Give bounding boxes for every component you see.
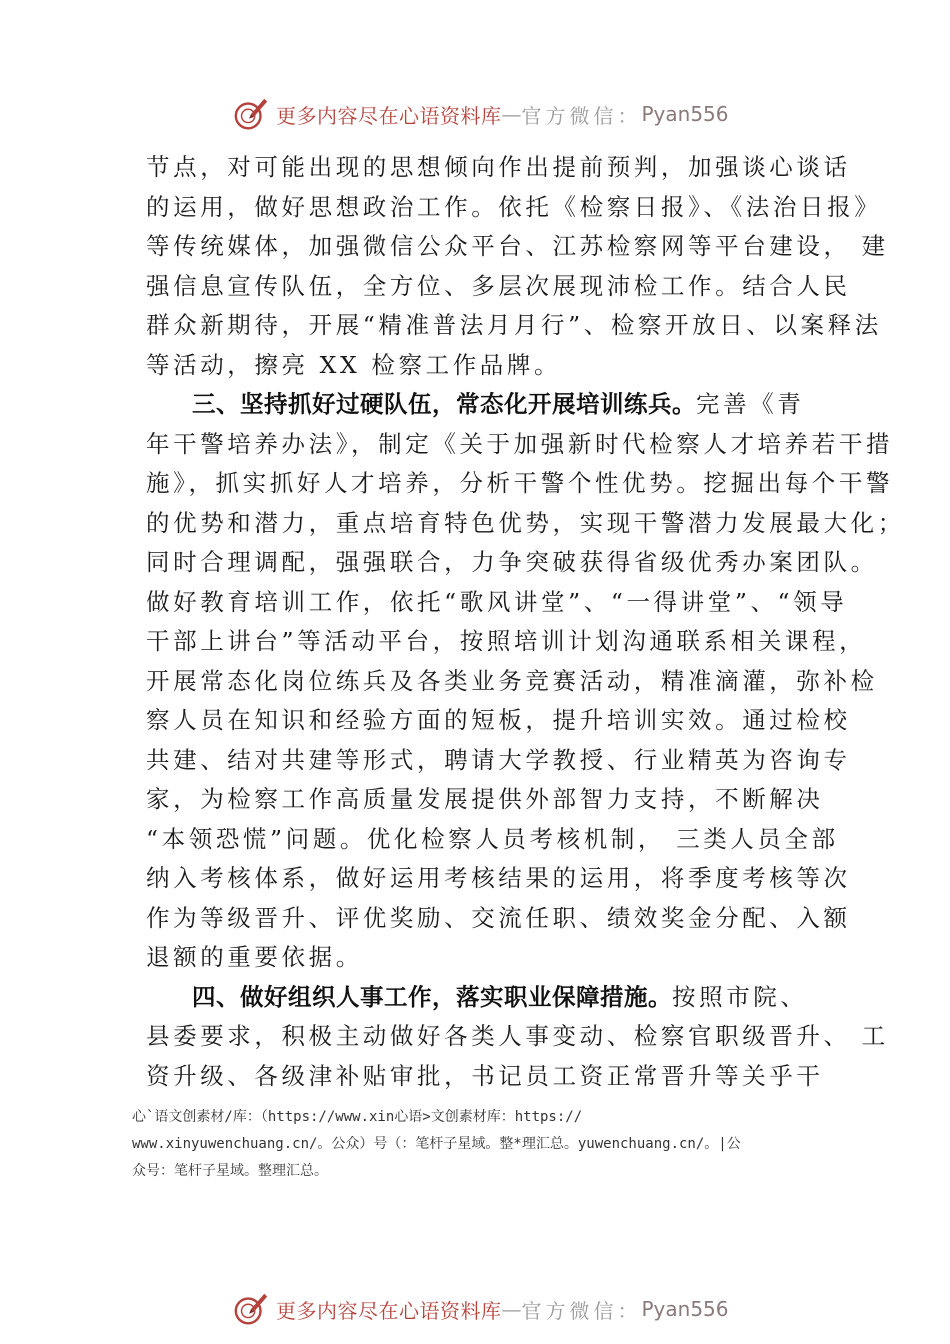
source-note-line: 心`语文创素材/库：（https://www.xin心语>文创素材库：https:// [132,1109,583,1125]
text-line: 共建、结对共建等形式，聘请大学教授、行业精英为咨询专 [146,745,851,774]
banner-main-text: 更多内容尽在心语资料库 [276,103,502,128]
banner-wechat-id: Pyan556 [641,102,729,126]
footer-banner [232,1289,729,1329]
source-note-line: www.xinyuwenchuang.cn/。公众）号（：笔杆子星域。整*理汇总。yuwenchuang.cn/。|公 [132,1136,741,1152]
text-line: 群众新期待，开展“精准普法月月行”、检察开放日、以案释法 [146,311,882,339]
banner-official-label: 官方微信： [521,103,642,128]
text-line: 年干警培养办法》，制定《关于加强新时代检察人才培养若干措 [146,429,894,458]
banner-wechat-id: Pyan556 [641,1297,729,1321]
text-line: 的运用，做好思想政治工作。依托《检察日报》、《法治日报》 [146,192,882,221]
text-line: 干部上讲台”等活动平台，按照培训计划沟通联系相关课程， [146,627,867,655]
section-3-first-tail: 完善《青 [696,390,805,418]
text-line: 县委要求，积极主动做好各类人事变动、检察官职级晋升、 工 [146,1022,889,1050]
source-note-line: 众号：笔杆子星域。整理汇总。 [132,1163,328,1179]
banner-dash: — [501,1297,522,1321]
text-line: 施》，抓实抓好人才培养，分析干警个性优势。挖掘出每个干警 [146,469,894,497]
text-line: 等活动，擦亮 XX 检察工作品牌。 [146,350,562,379]
text-line: 开展常态化岗位练兵及各类业务竞赛活动，精准滴灌，弥补检 [146,666,878,695]
banner-dash: — [501,102,522,126]
text-line: 等传统媒体，加强微信公众平台、江苏检察网等平台建设， 建 [146,232,889,260]
section-4-first-line [146,978,826,1018]
header-banner [232,94,729,134]
pen-logo-icon [232,1290,270,1328]
text-line: “本领恐慌”问题。优化检察人员考核机制， 三类人员全部 [146,824,839,853]
text-line: 察人员在知识和经验方面的短板，提升培训实效。通过检校 [146,706,851,734]
text-line: 家，为检察工作高质量发展提供外部智力支持，不断解决 [146,785,824,813]
text-line: 资升级、各级津补贴审批，书记员工资正常晋升等关乎干 [146,1061,824,1090]
banner-main-text: 更多内容尽在心语资料库 [276,1298,502,1323]
document-body [146,148,905,1096]
text-line: 退额的重要依据。 [146,943,363,971]
text-line: 作为等级晋升、评优奖励、交流任职、绩效奖金分配、入额 [146,903,851,932]
section-3-heading: 三、坚持抓好过硬队伍，常态化开展培训练兵。 [192,390,696,418]
section-3-first-line [146,385,826,425]
text-line: 节点，对可能出现的思想倾向作出提前预判，加强谈心谈话 [146,153,851,181]
pen-logo-icon [232,95,270,133]
text-line: 同时合理调配，强强联合，力争突破获得省级优秀办案团队。 [146,548,878,576]
banner-official-label: 官方微信： [521,1298,642,1323]
source-note [132,1104,832,1185]
section-4-first-tail: 按照市院、 [672,982,808,1011]
text-line: 做好教育培训工作，依托“歌风讲堂”、“一得讲堂”、“领导 [146,587,848,616]
section-4-heading: 四、做好组织人事工作，落实职业保障措施。 [192,982,672,1011]
text-line: 的优势和潜力，重点培育特色优势，实现干警潜力发展最大化； [146,508,905,537]
text-line: 纳入考核体系，做好运用考核结果的运用，将季度考核等次 [146,864,851,892]
text-line: 强信息宣传队伍，全方位、多层次展现沛检工作。结合人民 [146,271,851,300]
